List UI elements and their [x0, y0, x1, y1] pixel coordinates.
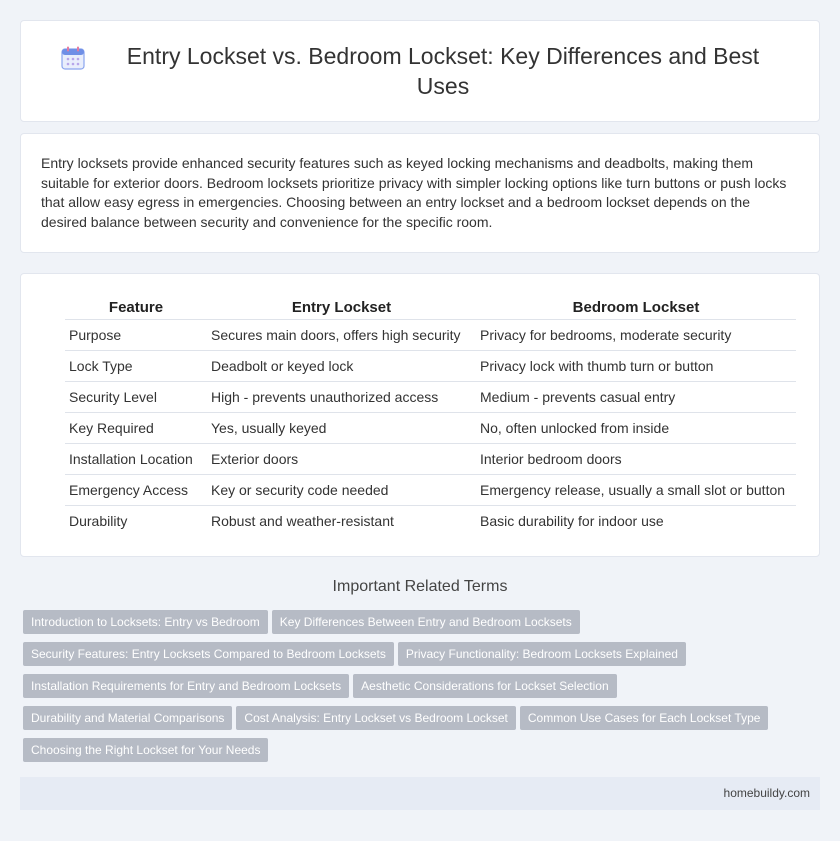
- bedroom-cell: Basic durability for indoor use: [476, 505, 796, 536]
- bedroom-cell: Interior bedroom doors: [476, 443, 796, 474]
- calendar-icon: [60, 45, 86, 71]
- table-row: [65, 350, 796, 381]
- table-row: [65, 443, 796, 474]
- intro-card: [20, 133, 820, 253]
- related-term-tag[interactable]: Aesthetic Considerations for Lockset Selection: [353, 674, 616, 698]
- related-term-tag[interactable]: Installation Requirements for Entry and Bedroom Locksets: [23, 674, 349, 698]
- feature-cell: Lock Type: [65, 350, 207, 381]
- feature-cell: Purpose: [65, 319, 207, 350]
- feature-cell: Key Required: [65, 412, 207, 443]
- entry-cell: Secures main doors, offers high security: [207, 319, 476, 350]
- entry-cell: Robust and weather-resistant: [207, 505, 476, 536]
- table-row: [65, 412, 796, 443]
- bedroom-cell: Privacy for bedrooms, moderate security: [476, 319, 796, 350]
- footer: [20, 777, 820, 810]
- related-term-tag[interactable]: Security Features: Entry Locksets Compared to Bedroom Locksets: [23, 642, 394, 666]
- intro-text: Entry locksets provide enhanced security features such as keyed locking mechanisms and deadbolts, making them suitable for exterior doors. Bedroom locksets prioritize privacy with simpler locking options like turn buttons or push locks that allow easy egress in emergencies. Choosing between an entry lockset and a bedroom lockset depends on the desired balance between security and convenience for the specific room.: [41, 155, 787, 230]
- entry-cell: Yes, usually keyed: [207, 412, 476, 443]
- related-term-tag[interactable]: Introduction to Locksets: Entry vs Bedroom: [23, 610, 268, 634]
- table-row: [65, 474, 796, 505]
- header-bedroom-lockset: Bedroom Lockset: [572, 298, 700, 316]
- header-feature: Feature: [108, 298, 164, 316]
- header-card: [20, 20, 820, 122]
- bedroom-cell: Privacy lock with thumb turn or button: [476, 350, 796, 381]
- table-row: [65, 381, 796, 412]
- bedroom-cell: Medium - prevents casual entry: [476, 381, 796, 412]
- bedroom-cell: No, often unlocked from inside: [476, 412, 796, 443]
- feature-cell: Installation Location: [65, 443, 207, 474]
- related-term-tag[interactable]: Common Use Cases for Each Lockset Type: [520, 706, 769, 730]
- comparison-table-card: [20, 273, 820, 557]
- feature-cell: Durability: [65, 505, 207, 536]
- entry-cell: Key or security code needed: [207, 474, 476, 505]
- table-row: [65, 319, 796, 350]
- table-header-row: [65, 296, 796, 319]
- related-term-tag[interactable]: Privacy Functionality: Bedroom Locksets Explained: [398, 642, 686, 666]
- related-terms-title: Important Related Terms: [332, 578, 508, 595]
- entry-cell: Exterior doors: [207, 443, 476, 474]
- header-inner: [60, 41, 780, 101]
- bedroom-cell: Emergency release, usually a small slot or button: [476, 474, 796, 505]
- page-title: Entry Lockset vs. Bedroom Lockset: Key Differences and Best Uses: [126, 43, 760, 99]
- feature-cell: Security Level: [65, 381, 207, 412]
- entry-cell: High - prevents unauthorized access: [207, 381, 476, 412]
- related-terms-tags: [23, 610, 813, 770]
- related-term-tag[interactable]: Cost Analysis: Entry Lockset vs Bedroom Lockset: [236, 706, 515, 730]
- header-entry-lockset: Entry Lockset: [291, 298, 392, 316]
- related-term-tag[interactable]: Key Differences Between Entry and Bedroom Locksets: [272, 610, 580, 634]
- footer-site[interactable]: homebuildy.com: [723, 786, 810, 800]
- related-term-tag[interactable]: Choosing the Right Lockset for Your Needs: [23, 738, 268, 762]
- related-term-tag[interactable]: Durability and Material Comparisons: [23, 706, 232, 730]
- table-row: [65, 505, 796, 536]
- entry-cell: Deadbolt or keyed lock: [207, 350, 476, 381]
- feature-cell: Emergency Access: [65, 474, 207, 505]
- comparison-table: [65, 296, 796, 536]
